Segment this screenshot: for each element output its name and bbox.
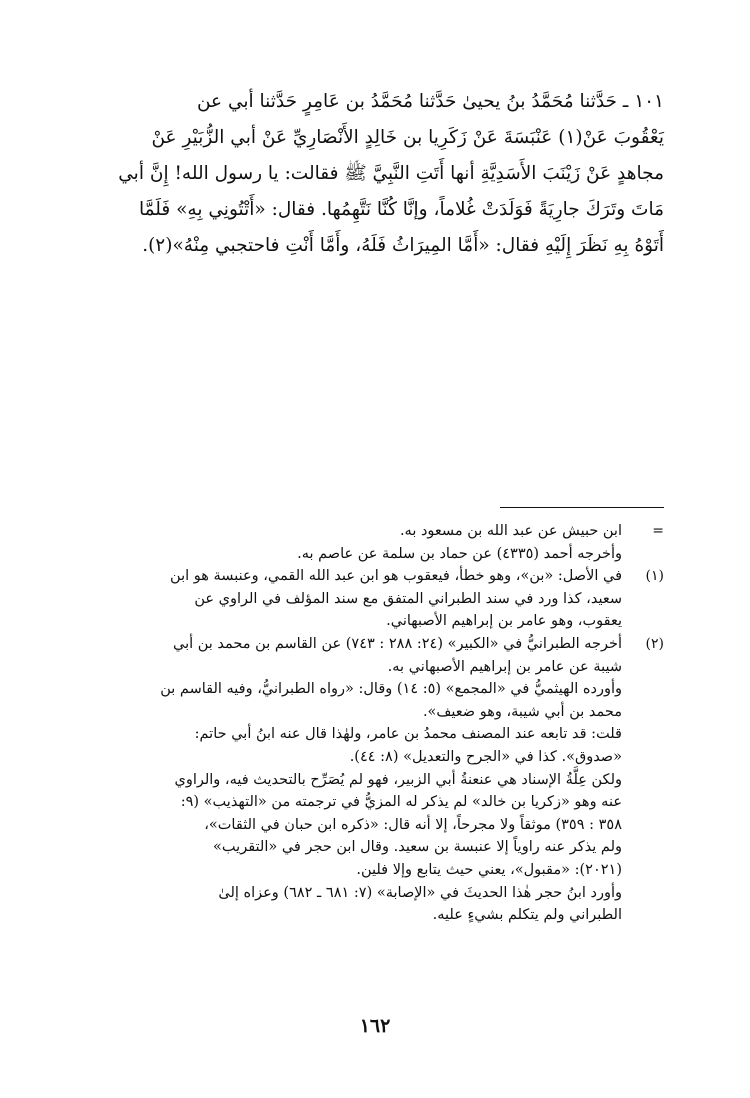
hadith-line: أَتَوْهُ بِهِ نَظَرَ إِلَيْهِ فقال: «أَمَّا المِيرَاثُ فَلَهُ، وأَمَّا أَنْتِ فاحتجبي مِنْهُ»(٢). [142, 235, 664, 256]
footnote-line: قلت: قد تابعه عند المصنف محمدُ بن عامر، ولهٰذا قال عنه ابنُ أبي حاتم: [194, 726, 622, 743]
hadith-line: ١٠١ ـ حَدَّثنا مُحَمَّدُ بنُ يحيىٰ حَدَّثنا مُحَمَّدُ بن عَامِرٍ حَدَّثنا أبي عن [196, 91, 664, 112]
footnote-line: «صدوق». كذا في «الجرح والتعديل» (٨: ٤٤). [349, 748, 622, 765]
footnote-line: وأورد ابنُ حجر هٰذا الحديثَ في «الإصابة» (٧: ٦٨١ ـ ٦٨٢) وعزاه إلىٰ [218, 884, 622, 901]
footnote-line: في الأصل: «بن»، وهو خطأ، فيعقوب هو ابن عبد الله القمي، وعنبسة هو ابن [170, 568, 622, 585]
footnote-line: ابن حبيش عن عبد الله بن مسعود به. [399, 523, 622, 539]
footnote-line: الطبراني ولم يتكلم بشيءٍ عليه. [432, 907, 622, 924]
hadith-line: مجاهدٍ عَنْ زَيْنَبَ الأَسَدِيَّةِ أنها أَتَتِ النَّبِيَّ ﷺ فقالت: يا رسول الله! إِنَّ أبي [118, 163, 664, 184]
footnote-1 [80, 565, 664, 633]
hadith-line: يَعْقُوبَ عَنْ(١) عَنْبَسَةَ عَنْ زَكَرِيا بن خَالِدٍ الأَنْصَارِيِّ عَنْ أبي الزُّبَيْرِ عَنْ [151, 127, 664, 148]
footnote-line: سعيد، كذا ورد في سند الطبراني المتفق مع سند المؤلف في الراوي عن [194, 590, 622, 607]
footnotes [80, 520, 664, 927]
footnote-separator [500, 507, 664, 508]
footnote-marker: (٢) [645, 635, 664, 652]
page-number: ١٦٢ [359, 1015, 391, 1037]
footnote-line: ولم يذكر عنه راوياً إلا عنبسة بن سعيد. وقال ابن حجر في «التقريب» [213, 839, 622, 856]
hadith-line: مَاتَ وتَرَكَ جارِيَةً فَوَلَدَتْ غُلاماً، وإنَّا كُنَّا نَتَّهِمُها. فقال: «أَتْتُونِي بِهِ» فَلَمَّا [138, 199, 664, 220]
footnote-line: أخرجه الطبرانيُّ في «الكبير» (٢٤: ٢٨٨ : ٧٤٣) عن القاسم بن محمد بن أبي [172, 635, 622, 652]
footnote-line: ٣٥٨ : ٣٥٩) موثقاً ولا مجرحاً، إلا أنه قال: «ذكره ابن حبان في الثقات»، [204, 816, 622, 833]
footnote-line: ولكن عِلَّةُ الإسناد هي عنعنةُ أبي الزبير، فهو لم يُصَرِّح بالتحديث فيه، والراوي [174, 771, 622, 788]
footnote-marker: (١) [645, 568, 664, 585]
footnote-line: محمد بن أبي شيبة، وهو ضعيف». [422, 703, 622, 720]
footnote-line: وأخرجه أحمد (٤٣٣٥) عن حماد بن سلمة عن عاصم به. [297, 545, 622, 562]
footnote-line: (٢٠٢١): «مقبول»، يعني حيث يتابع وإلا فلين. [356, 861, 622, 878]
footnote-line: شيبة عن عامر بن إبراهيم الأصبهاني به. [387, 658, 622, 675]
footnote-line: وأورده الهيثميُّ في «المجمع» (٥: ١٤) وقال: «رواه الطبرانيُّ، وفيه القاسم بن [160, 681, 622, 698]
footnote-line: عنه وهو «زكريا بن خالد» لم يذكر له المزيُّ في ترجمته من «التهذيب» (٩: [180, 794, 622, 811]
hadith-text [80, 84, 664, 264]
footnote-line: يعقوب، وهو عامر بن إبراهيم الأصبهاني. [386, 613, 622, 630]
footnote-continued [80, 520, 664, 565]
footnote-2 [80, 633, 664, 927]
footnote-marker: = [652, 523, 664, 539]
